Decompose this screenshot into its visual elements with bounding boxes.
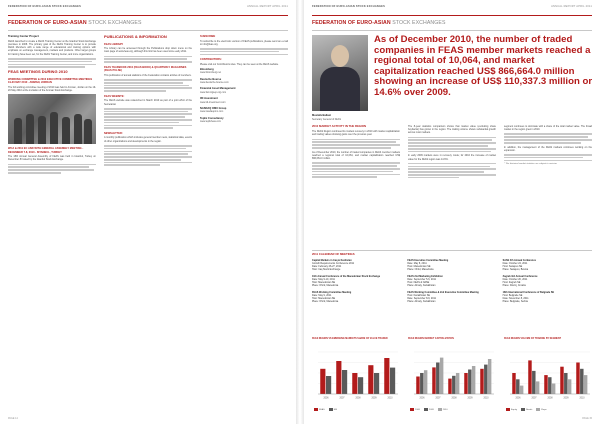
meeting-2-title: WCA & 2011 EC AND WITH GENERAL ASSEMBLY MEETING - DECEMBER 7-8, 2010 - ISTANBUL, TURKEY (8, 147, 84, 154)
chart-bar (544, 375, 547, 394)
event-detail: Place: Belgrade, Serbia (502, 300, 528, 304)
chart-tick-label: 2008 (355, 397, 361, 400)
legend-swatch (536, 408, 540, 410)
legend-swatch (314, 408, 318, 410)
meeting-1-title: WORKING COMMITTEE & 2010 EXECUTIVE COMMITTEE MEETINGS 19-20 MAY 2010 - AMMAN, JORDAN (8, 77, 93, 85)
event-detail: Place: Almaty, Kazakhstan (407, 284, 436, 288)
contributor-item (200, 107, 288, 114)
chart-bar (472, 366, 475, 394)
chart-bar (436, 363, 439, 395)
body-text-lines (200, 48, 288, 55)
running-head-publisher: FEDERATION OF EURO-ASIAN STOCK EXCHANGES (8, 5, 82, 8)
event-title: FEAS 2nd Marketing Exhibition (407, 274, 443, 278)
running-head-left (8, 5, 288, 11)
contributor-link[interactable]: www.nasdaqomx.com (200, 110, 224, 114)
chart-tick-label: 2006 (419, 397, 425, 400)
event-detail: Host: Zagreb SE (502, 281, 521, 285)
running-head-issue: ANNUAL REPORT APRIL 2011 (247, 5, 288, 8)
meeting-1-text: The full working committee meeting of 2010 was held in Amman, Jordan on the 19-20 May 2010 at the invitation of the Amman Stock Exchange. (8, 85, 96, 92)
chart-plot (312, 350, 400, 400)
left-column-1 (8, 35, 96, 176)
event-title: SASE 4th Annual Conference (502, 258, 536, 262)
contributors-text: Please visit our Contributors sites. They can be seen at the FEAS website. (200, 62, 279, 66)
meeting-photo-amman (8, 94, 96, 144)
event-detail: Place: Ohrid, Macedonia (312, 300, 339, 304)
body-text-lines (104, 145, 192, 166)
legend-swatch (410, 408, 414, 410)
body-text-lines (104, 56, 192, 63)
chart-bar (424, 370, 427, 394)
title-rule (8, 30, 288, 31)
library-text: The Library can be accessed through the Publications drop down menu on the main page of www.feas.org, although this link has been used since early 2011. (104, 47, 192, 54)
section-title-thin: STOCK EXCHANGES (390, 20, 446, 26)
chart-bar (584, 375, 587, 394)
chart-bar (516, 379, 519, 394)
legend-item (506, 408, 517, 412)
chart-bar (452, 376, 455, 394)
event-detail: Host: Macedonian SE (407, 265, 431, 269)
event-detail: Place: Rovinj, Croatia (502, 284, 526, 288)
body-text-lines (504, 133, 592, 143)
contributor-item (200, 68, 288, 75)
contributor-name: Bloomberg (200, 67, 214, 71)
event-item (503, 275, 592, 288)
library-title: FEAS LIBRARY (104, 42, 124, 46)
meeting-2-text: The 18th Annual General Assembly of FEAS was held in Istanbul, Turkey on December 8 hosted by the Istanbul Stock Exchange. (8, 155, 96, 162)
chart-bar (488, 359, 491, 394)
chart-bar (416, 377, 419, 395)
body-text-lines (312, 162, 400, 178)
event-detail: Date: October 20, 2011 (502, 277, 528, 281)
legend-swatch (424, 408, 428, 410)
event-item (503, 291, 592, 304)
chart-tick-label: 2008 (547, 397, 553, 400)
training-center-title: Training Center Project (8, 34, 39, 38)
event-detail: Place: Sarajevo, Bosnia (502, 268, 529, 272)
contributor-name: Teplix Consultancy (200, 116, 224, 120)
legend-item (521, 408, 532, 412)
market-activity-heading: 2010 MARKET ACTIVITY IN THE REGION (312, 124, 367, 128)
chart-tick-label: 2007 (435, 397, 441, 400)
right-page (304, 0, 600, 424)
chart-tick-label: 2007 (339, 397, 345, 400)
legend-swatch (329, 408, 333, 410)
event-detail: Host: Iraq Stock Exchange (312, 268, 341, 272)
chart-bar (480, 369, 483, 394)
chart-tick-label: 2008 (451, 397, 457, 400)
event-detail: Host: Macedonian SE (312, 281, 336, 285)
contributor-name: IDI investment (200, 97, 218, 101)
event-title: Capital Markets in Iraq & Kurdistan (312, 258, 352, 262)
segment-text-1: segment continues to dominate with a share of the total market value. The broad market in the region grew in 2010. (504, 125, 592, 132)
chart-bar (560, 367, 563, 394)
contributor-name: NASDAQ OMX Group (200, 106, 227, 110)
page-number-right: PAGE 15 (582, 416, 592, 420)
chart-bar (484, 365, 487, 394)
subscribe-heading: SUBSCRIBE (200, 35, 216, 38)
chart-value-traded (312, 338, 400, 412)
body-text-lines (312, 139, 400, 149)
chart-tick-label: 2006 (323, 397, 329, 400)
meetings-heading: FEAS MEETINGS DURING 2010 (8, 68, 68, 74)
legend-label: 2008 (415, 409, 420, 412)
event-title: 11th Annual Conference of the Macedonian Stock Exchange (312, 274, 381, 278)
event-detail: Date: November 8, 2011 (502, 297, 529, 301)
event-title: FEAS Working Committee & 2nd Executive Committee Meeting (407, 290, 479, 294)
chart-title: FEAS REGION VS EMERGING MARKETS SHARE OF VALUE TRADED (312, 338, 388, 340)
chart-bar (326, 376, 331, 394)
chart-legend (410, 408, 448, 412)
body-text-lines (8, 164, 96, 174)
chart-bar (358, 377, 363, 394)
legend-swatch (506, 408, 510, 410)
chart-bar (512, 373, 515, 394)
chart-bar (468, 370, 471, 395)
event-detail: Date: September 5-6, 2011 (407, 277, 436, 281)
section-title-right (312, 20, 446, 27)
chart-bar (552, 384, 555, 395)
title-rule (312, 30, 592, 31)
contributor-link[interactable]: www.bloomberg.net (200, 71, 221, 75)
events-grid (312, 259, 592, 304)
event-detail: Date: May 9-10, 2011 (312, 277, 335, 281)
chart-bar (342, 370, 347, 394)
chart-plot (504, 350, 592, 400)
legend-label: Bonds (526, 409, 533, 412)
section-title-strong: FEDERATION OF EURO-ASIAN (8, 20, 87, 26)
event-detail: Host: Macedonian SE (312, 297, 336, 301)
legend-item (536, 408, 546, 412)
chart-bar (464, 373, 467, 394)
market-stats-text-1: The 8-year statistics comparison shows that market value (excluding share buybacks) has grown in the region. The trading volume shows substantial growth across most markets. (408, 125, 496, 135)
contributor-name: Financial Asset Management (200, 87, 236, 91)
event-detail: Host: Sarajevo SE (502, 265, 523, 269)
chart-bar (440, 358, 443, 394)
right-column-1 (312, 125, 400, 180)
legend-label: FEAS (319, 409, 325, 412)
chart-market-cap (408, 338, 496, 412)
chart-title: FEAS REGION MARKET CAPITALIZATION (408, 338, 454, 340)
running-head-publisher: FEDERATION OF EURO-ASIAN STOCK EXCHANGES (312, 5, 386, 8)
body-text-lines (504, 154, 592, 161)
footnote: * The historical market statistics are subject to revision. (504, 163, 558, 166)
section-title-left (8, 20, 142, 27)
chart-legend (506, 408, 547, 412)
portrait-caption-name: Mustafa Baltaci (312, 114, 332, 117)
event-detail: Place: Almaty, Kazakhstan (407, 300, 436, 304)
legend-label: Equity (511, 409, 518, 412)
events-calendar (312, 250, 592, 304)
contributor-link[interactable]: www.fam-ltgsep.org.com (200, 90, 227, 94)
chart-bar (520, 386, 523, 394)
legend-swatch (521, 408, 525, 410)
chart-tick-label: 2010 (483, 397, 489, 400)
left-page (0, 0, 296, 424)
event-title: FEAS Executive Committee Meeting (407, 258, 449, 262)
left-column-3 (200, 35, 288, 126)
chart-legend (314, 408, 337, 412)
website-text: The FEAS website was relaunched in March 2010 as part of a joint effort of the Secretariat. (104, 99, 192, 106)
event-item (312, 275, 401, 288)
chart-bar (336, 361, 341, 394)
contributor-name: Deutsche Boerse (200, 77, 222, 81)
legend-swatch (438, 408, 442, 410)
yearbook-text: This publication of annual statistics of the Federation contains articles of members. (104, 73, 192, 77)
chart-bar (374, 373, 379, 394)
section-title-thin: STOCK EXCHANGES (86, 20, 142, 26)
contributor-item (200, 87, 288, 94)
chart-bar (456, 373, 459, 394)
running-head-issue: ANNUAL REPORT APRIL 2011 (551, 5, 592, 8)
event-item (407, 291, 496, 304)
event-item (407, 259, 496, 272)
publications-heading: PUBLICATIONS & INFORMATION (104, 34, 167, 39)
contributor-item (200, 117, 288, 124)
events-heading: 2011 CALENDAR OF MEETINGS (312, 250, 592, 257)
section-title-strong: FEDERATION OF EURO-ASIAN (312, 20, 391, 26)
yearbook-title: FEAS YEARBOOK 2010 (FEAS BOOK) & QUARTERLY MAGAZINES (FEAS PULSE) (104, 65, 187, 73)
legend-label: Repo (541, 409, 547, 412)
body-text-lines (104, 108, 192, 129)
chart-bar (352, 373, 357, 394)
legend-item (424, 408, 434, 412)
chart-tick-label: 2009 (467, 397, 473, 400)
chart-bar (576, 363, 579, 395)
chart-bar (432, 367, 435, 394)
left-column-2 (104, 35, 192, 168)
chart-bar (568, 379, 571, 394)
event-detail: Date: May 9, 2011 (312, 293, 332, 297)
contributors-heading: CONTRIBUTORS: (200, 58, 222, 62)
market-stats-text-2: In early 2009 markets were in recovery mode; for 2010 the increase of market value for the FEAS region was 14.6%. (408, 154, 496, 161)
portrait-caption-role: Secretary General of FEAS (312, 118, 341, 121)
body-text-lines (408, 137, 496, 153)
contributor-item (200, 97, 288, 104)
secretary-general-portrait (312, 35, 368, 111)
body-text-lines (104, 79, 192, 92)
chart-bar (448, 379, 451, 394)
chart-tick-label: 2009 (371, 397, 377, 400)
training-center-text: FEAS launched to create a FEAS Training Center at the Istanbul Stock Exchange premises in 2008. The primary goal of the FEAS Training Center is to provide FEAS Members with a wide range of educational and training options with emphasis on exchange management, markets and products. Other target groups for training have been set, for the FEAS Training Center, and more organizations. (8, 39, 96, 56)
chart-bar (384, 358, 389, 394)
chart-bar (580, 369, 583, 394)
event-detail: Date: February 26-27, 2011 (312, 265, 342, 269)
header-rule (312, 15, 592, 16)
body-text-lines (408, 163, 496, 179)
chart-plot (408, 350, 496, 400)
legend-item (314, 408, 325, 412)
event-item (407, 275, 496, 288)
charts-row (312, 338, 592, 412)
chart-title: FEAS REGION VOLUME OF TRADING BY SEGMENT (504, 338, 562, 340)
event-title: Zagreb 3rd Annual Conference (502, 274, 538, 278)
event-title: FEAS Working Committee Meeting (312, 290, 352, 294)
legend-label: 2009 (428, 409, 434, 412)
chart-bar (564, 373, 567, 394)
newsletter-title: NEWSLETTER: (104, 131, 123, 135)
chart-bar (532, 371, 535, 394)
header-rule (8, 15, 288, 16)
running-head-right (312, 5, 592, 11)
chart-volume-segment (504, 338, 592, 412)
legend-label: EM (333, 409, 337, 412)
contributor-link[interactable]: www.idi-investment.com (200, 100, 226, 104)
event-detail: Growth Requirements Conference 2011 (312, 262, 355, 265)
event-detail: Place: Ohrid, Macedonia (407, 268, 434, 272)
chart-bar (390, 368, 395, 394)
chart-tick-label: 2010 (387, 397, 393, 400)
event-detail: Host: FEAS & NASE (407, 281, 430, 285)
contributor-link[interactable]: www.teplixfeas.com (200, 120, 221, 124)
chart-bar (368, 365, 373, 394)
chart-tick-label: 2009 (563, 397, 569, 400)
event-item (312, 259, 401, 272)
event-title: 18th International Conference of Belgrade SE (502, 290, 555, 294)
segment-text-2: In addition, the management of the FEAS markets continues working on the expansion. (504, 145, 592, 152)
event-detail: Date: September 8-9, 2011 (407, 297, 436, 301)
event-detail: Host: Kazakhstan SE (407, 293, 430, 297)
event-detail: Date: October 24, 2011 (502, 262, 528, 265)
contributor-item (200, 78, 288, 85)
body-text-lines (8, 58, 96, 68)
right-column-2 (408, 125, 496, 180)
headline-quote: As of December 2010, the number of traded companies in FEAS member markets reached a regional total of 10,064, and market capitalization reached US$ 866,664.0 million showing an increase of US$ 110,337.3 million or 14.6% over 2009. (374, 34, 593, 98)
page-number-left: PAGE 14 (8, 416, 18, 420)
spread-gutter (296, 0, 304, 424)
subscribe-text: To subscribe to the electronic version of FEAS publications, please send an e-mail to info@feas.org. (200, 39, 288, 46)
event-item (503, 259, 592, 272)
legend-label: 2010 (442, 409, 448, 412)
chart-bar (528, 360, 531, 394)
event-detail: Place: Ohrid, Macedonia (312, 284, 339, 288)
chart-bar (548, 377, 551, 394)
legend-item (410, 408, 420, 412)
chart-tick-label: 2010 (579, 397, 585, 400)
right-column-3 (504, 125, 592, 166)
chart-bar (536, 381, 539, 394)
event-detail: Host: Belgrade SE (502, 293, 523, 297)
legend-item (329, 408, 337, 412)
chart-bar (320, 369, 325, 394)
chart-tick-label: 2007 (531, 397, 537, 400)
event-detail: Date: May 8, 2011 (407, 262, 427, 265)
website-title: FEAS WEBSITE: (104, 94, 125, 98)
chart-tick-label: 2006 (515, 397, 521, 400)
market-activity-text-1: The FEAS Region continued its modest recovery in 2010 with market capitalization and trading values showing gains over the previous year. (312, 130, 400, 137)
market-activity-text-2: As of December 2010, the number of traded companies in FEAS member markets reached a regional total of 10,064, and market capitalization reached US$ 866,664.0 million. (312, 150, 400, 161)
event-item (312, 291, 401, 304)
contributor-link[interactable]: www.deutsche-boerse.com (200, 81, 229, 85)
newsletter-text: A monthly publication which includes general member news, statistical data, events of other organizations and developments in the region. (104, 136, 192, 143)
chart-bar (420, 373, 423, 394)
legend-item (438, 408, 448, 412)
